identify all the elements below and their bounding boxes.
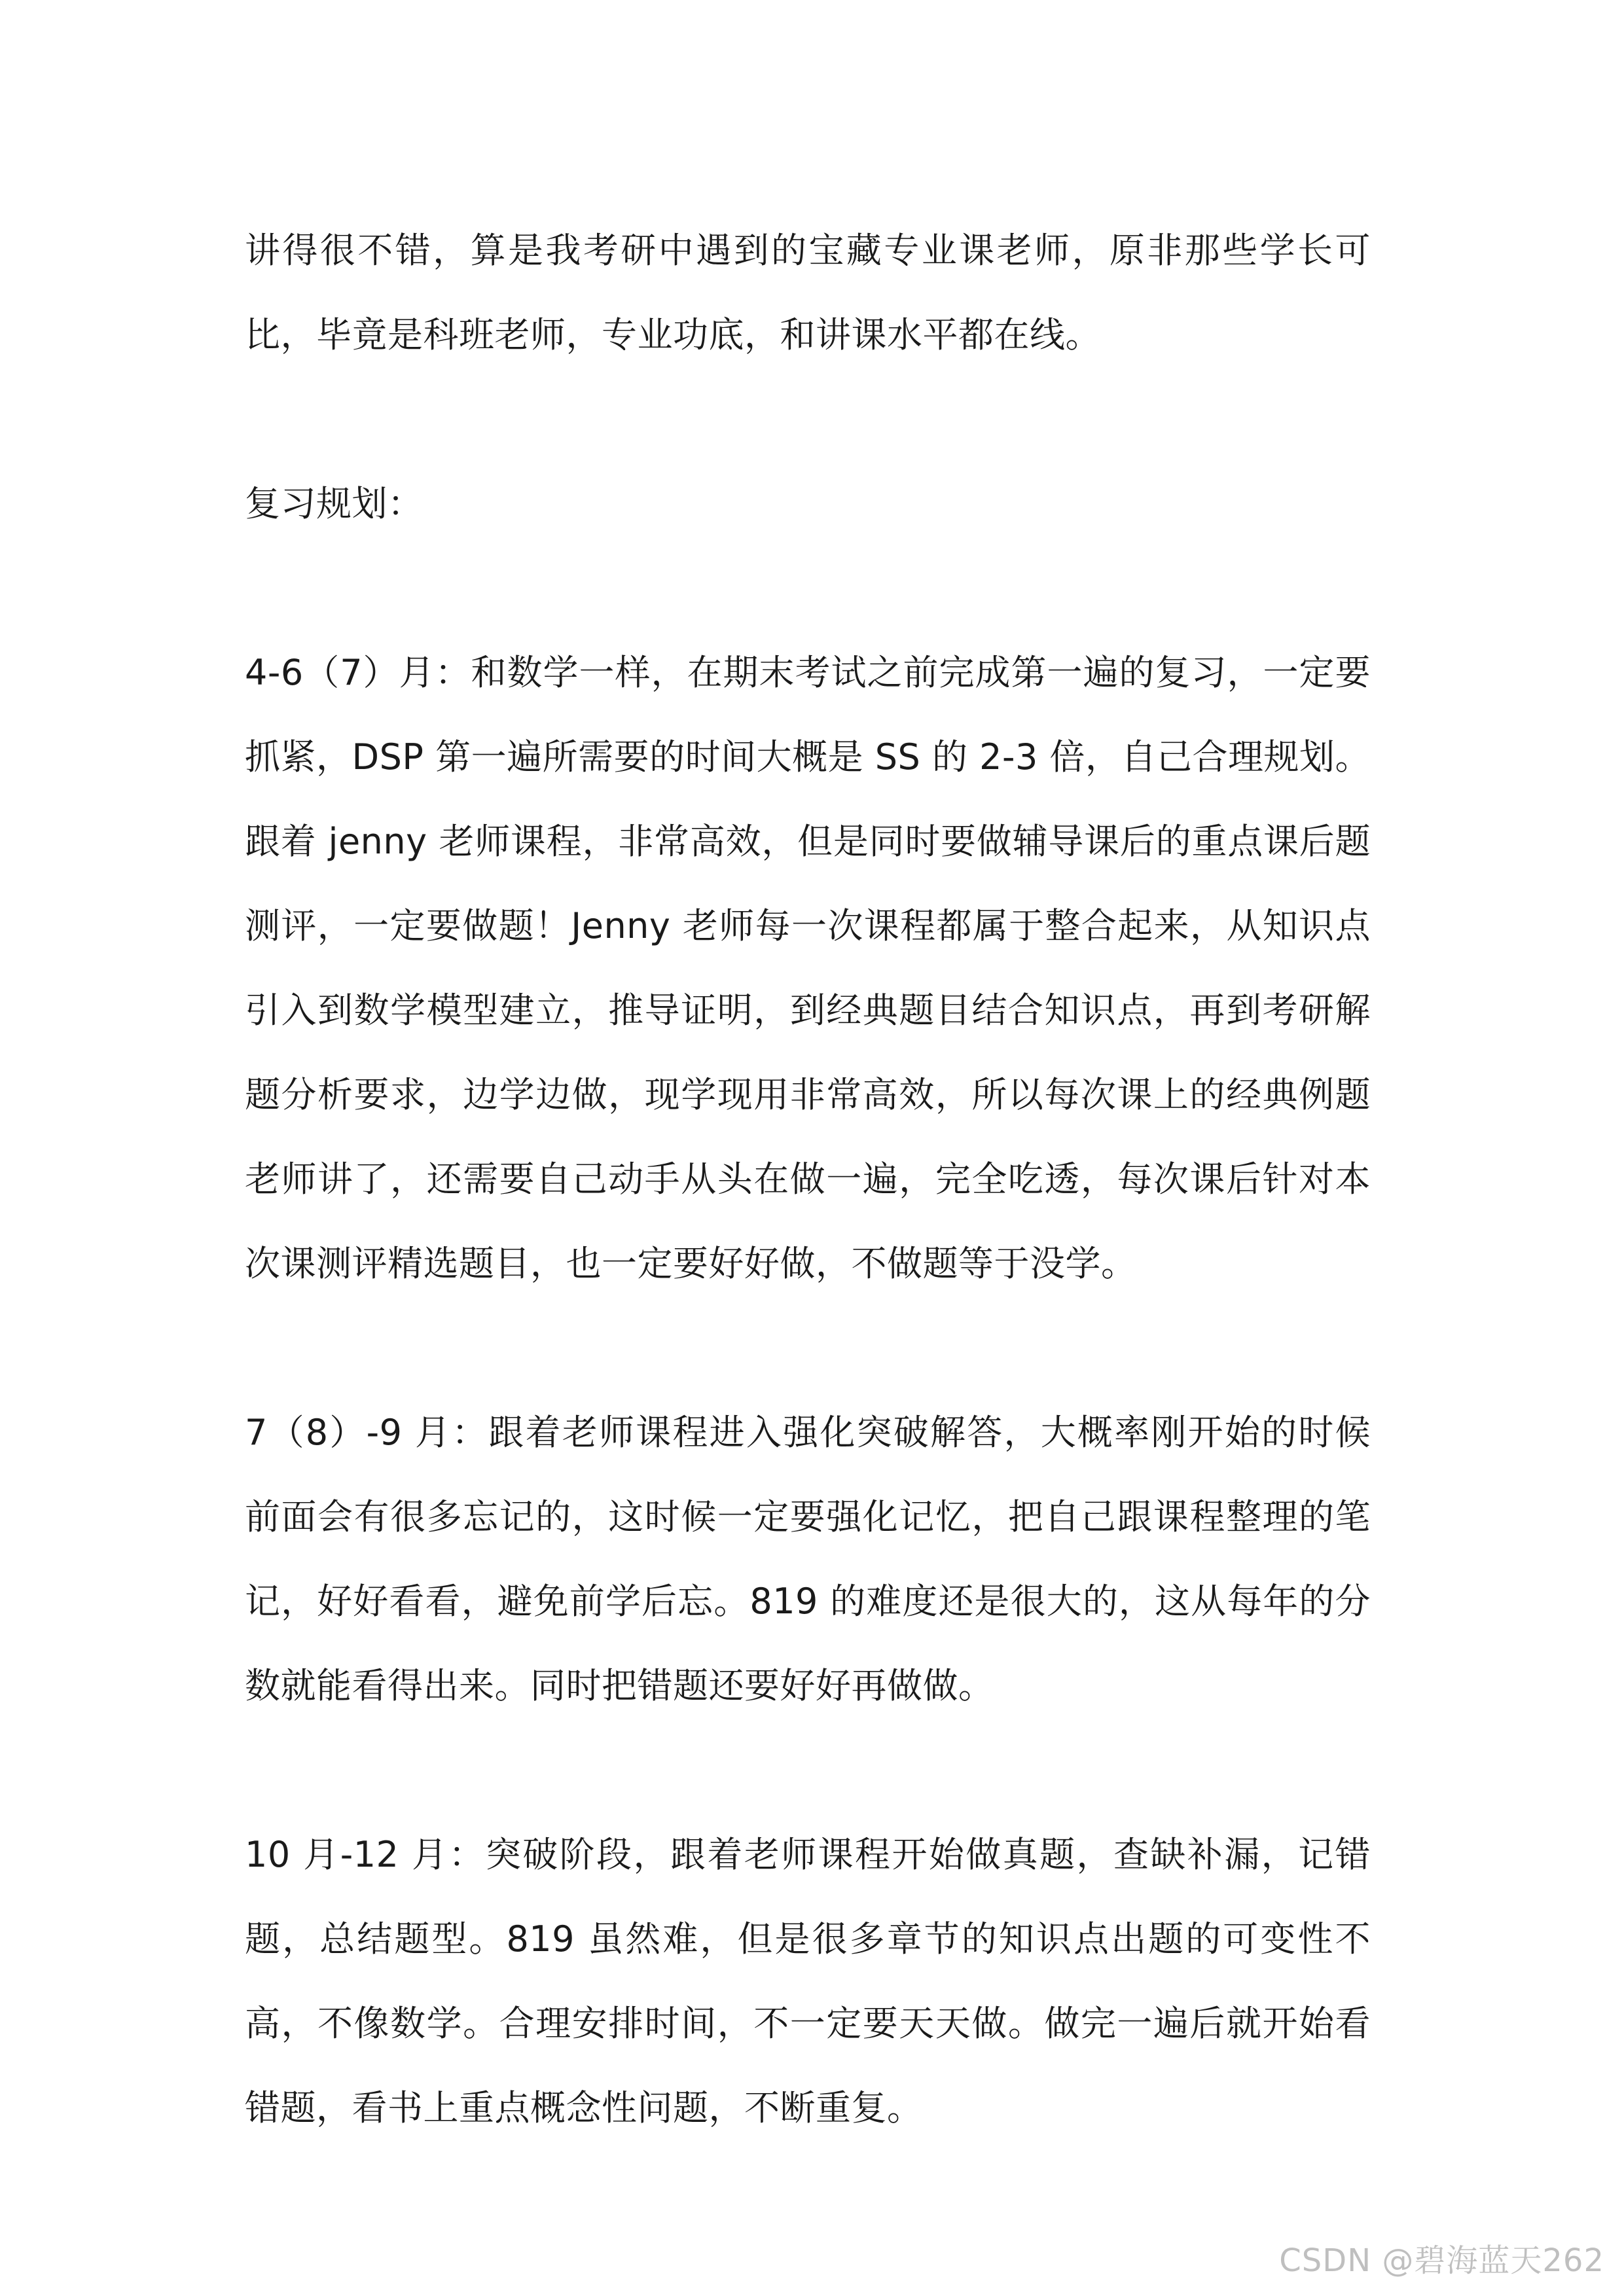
csdn-watermark: CSDN @碧海蓝天262: [1279, 2242, 1604, 2279]
paragraph-intro: 讲得很不错，算是我考研中遇到的宝藏专业课老师，原非那些学长可比，毕竟是科班老师，专业功底，和讲课水平都在线。: [245, 230, 1371, 355]
paragraph-apr-jun: 4-6（7）月：和数学一样，在期末考试之前完成第一遍的复习，一定要抓紧，DSP 第一遍所需要的时间大概是 SS 的 2-3 倍，自己合理规划。跟着 jenny 老师课程，非常高效，但是同时要做辅导课后的重点课后题测评，一定要做题！Jenny 老师每一次课程都属于整合起来，从知识点引入到数学模型建立，推导证明，到经典题目结合知识点，再到考研解题分析要求，边学边做，现学现用非常高效，所以每次课上的经典例题老师讲了，还需要自己动手从头在做一遍，完全吃透，每次课后针对本次课测评精选题目，也一定要好好做，不做题等于没学。: [245, 652, 1371, 1284]
paragraph-oct-dec: 10 月-12 月：突破阶段，跟着老师课程开始做真题，查缺补漏，记错题，总结题型。819 虽然难，但是很多章节的知识点出题的可变性不高，不像数学。合理安排时间，不一定要天天做。做完一遍后就开始看错题，看书上重点概念性问题，不断重复。: [245, 1834, 1371, 2128]
paragraph-jul-sep: 7（8）-9 月：跟着老师课程进入强化突破解答，大概率刚开始的时候前面会有很多忘记的，这时候一定要强化记忆，把自己跟课程整理的笔记，好好看看，避免前学后忘。819 的难度还是很大的，这从每年的分数就能看得出来。同时把错题还要好好再做做。: [245, 1412, 1371, 1706]
paragraph-review-plan-heading: 复习规划：: [245, 483, 424, 524]
document-body: [245, 208, 1371, 2150]
